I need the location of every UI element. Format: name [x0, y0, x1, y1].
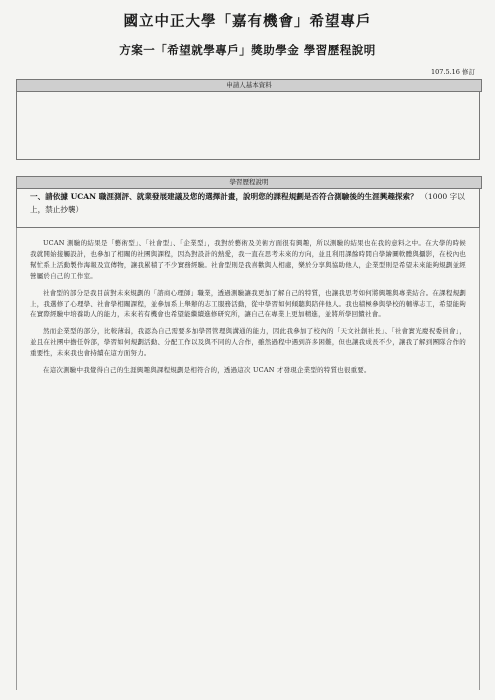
page-subtitle: 方案一「希望就學專戶」獎助學金 學習歷程說明 [119, 43, 376, 57]
question-text [30, 191, 470, 216]
answer-body [30, 238, 466, 382]
page-title: 國立中正大學「嘉有機會」希望專戶 [123, 13, 372, 30]
answer-paragraph: 在這次測驗中我覺得自己的生涯興趣與課程規劃是相符合的，透過這次 UCAN 才發現企業型的特質也很重要。 [43, 366, 371, 375]
answer-paragraph: 然而企業型的部分，比較薄弱，我認為自己需要多加學習管理與溝通的能力，因此我參加了校內的「天文社創社長」、「社會實光慶祝委員會」，並且在社團中擔任幹部，學習如何規劃活動、分配工作以及與不同的人合作，雖然過程中遇到許多困難，但也讓我成長不少，讓我了解到團隊合作的重要性，未來我也會持續在這方面努力。 [30, 327, 466, 358]
revision-date: 107.5.16 修訂 [430, 68, 475, 76]
question-note: （1000 字以上，禁止抄襲） [30, 192, 465, 214]
section-header-learning: 學習歷程說明 [16, 176, 482, 189]
question-main: 一、請依據 UCAN 職涯測評、就業發展建議及您的選擇計畫，說明您的課程規劃是否符合測驗後的生涯興趣探索？ [30, 192, 418, 201]
answer-paragraph: 社會型的部分是我目前對未來規劃的「諮商心理師」職業，透過測驗讓我更加了解自己的特質，也讓我思考如何將興趣與專業結合。在課程規劃上，我選修了心理學、社會學相關課程，並參加系上舉辦的志工服務活動，從中學習如何傾聽與陪伴他人。我也積極參與學校的輔導志工，希望能夠在實際經驗中培養助人的能力，未來若有機會也希望能繼續進修研究所，讓自己在專業上更加精進，並將所學回饋社會。 [30, 288, 466, 319]
basic-info-table [16, 91, 480, 160]
answer-paragraph: UCAN 測驗的結果是「藝術型」、「社會型」、「企業型」，我對於藝術及美術方面很有興趣，所以測驗的結果也在我的意料之中。在大學的時候我就開始接觸設計，也參加了相關的社團與課程，因為對設計的熱愛，我一直在思考未來的方向，並且利用課餘時間自學繪圖軟體與攝影，在校內也幫忙系上活動製作海報及宣傳物，讓我累積了不少實務經驗。社會型則是我喜歡與人相處，樂於分享與協助他人，企業型則是希望未來能夠規劃並經營屬於自己的工作室。 [30, 239, 466, 280]
section-header-basic-info: 申請人基本資料 [16, 79, 482, 92]
